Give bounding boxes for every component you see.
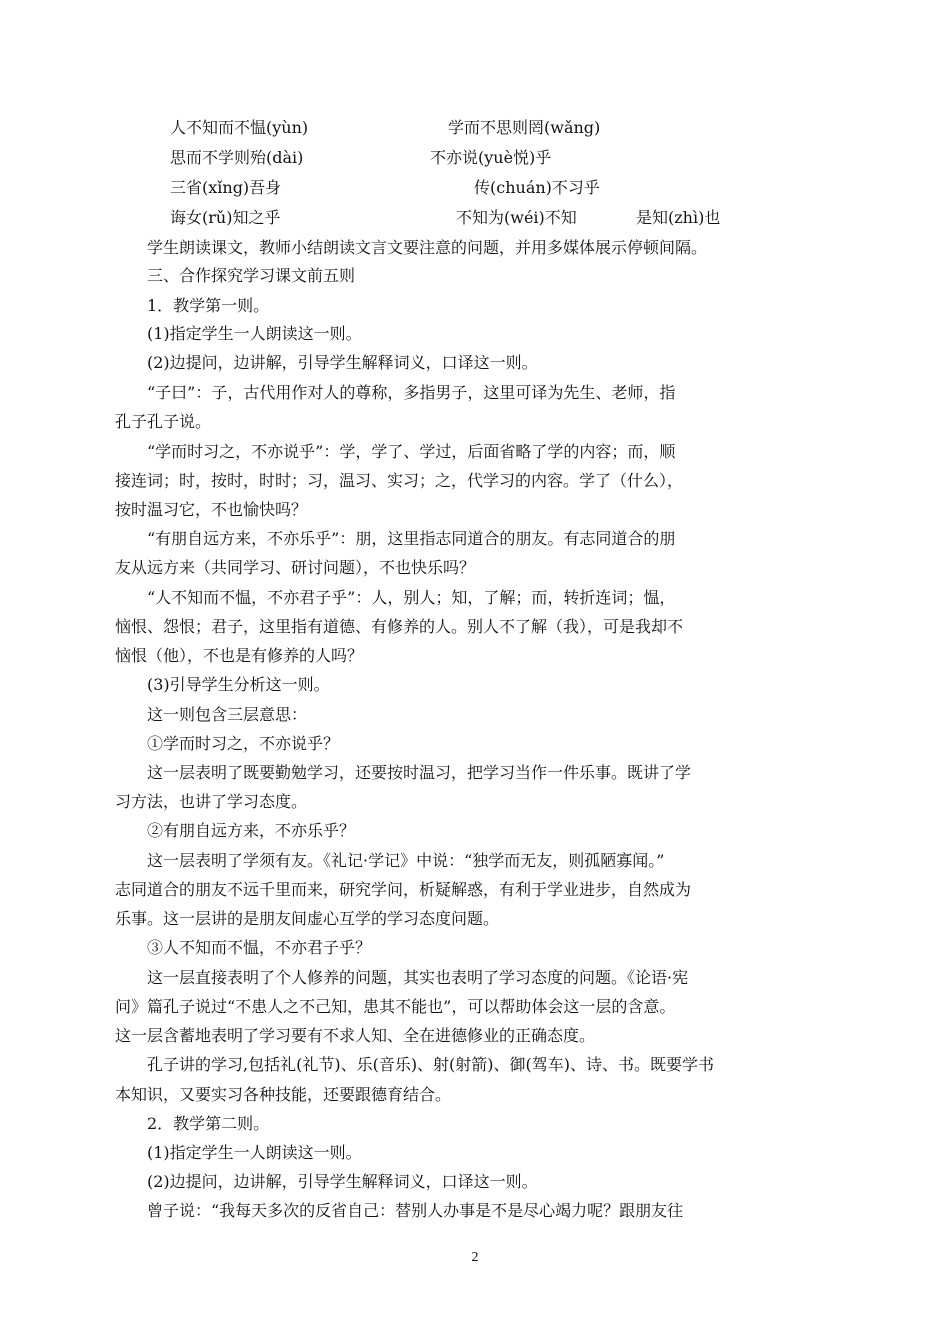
vocab-item: 不亦说(yuè悦)乎	[430, 148, 552, 167]
vocab-row	[0, 148, 740, 168]
paragraph-line: 恼恨、怨恨；君子，这里指有道德、有修养的人。别人不了解（我），可是我却不	[115, 617, 684, 636]
subsection-heading: 1．教学第一则。	[147, 296, 270, 315]
paragraph-line: “人不知而不愠，不亦君子乎”：人，别人；知，了解；而，转折连词；愠，	[147, 588, 676, 607]
vocab-item: 学而不思则罔(wǎng)	[448, 118, 601, 137]
vocab-item: 不知为(wéi)不知	[456, 208, 577, 227]
paragraph-line: 这一层表明了既要勤勉学习，还要按时温习，把学习当作一件乐事。既讲了学	[147, 763, 692, 782]
vocab-item: 思而不学则殆(dài)	[170, 148, 304, 167]
paragraph-line: 孔子讲的学习,包括礼(礼节)、乐(音乐)、射(射箭)、御(驾车)、诗、书。既要学书	[147, 1055, 715, 1074]
paragraph-line: 问》篇孔子说过“不患人之不己知，患其不能也”，可以帮助体会这一层的含意。	[115, 997, 676, 1016]
paragraph-line: 这一层直接表明了个人修养的问题，其实也表明了学习态度的问题。《论语·宪	[147, 968, 689, 987]
vocab-item: 人不知而不愠(yùn)	[170, 118, 309, 137]
vocab-row	[0, 178, 740, 198]
paragraph-line: “子曰”：子，古代用作对人的尊称，多指男子，这里可译为先生、老师，指	[147, 383, 676, 402]
paragraph-line: “学而时习之，不亦说乎”：学，学了、学过，后面省略了学的内容；而，顺	[147, 442, 676, 461]
paragraph-line: “有朋自远方来，不亦乐乎”：朋，这里指志同道合的朋友。有志同道合的朋	[147, 529, 676, 548]
paragraph-line: (3)引导学生分析这一则。	[147, 675, 330, 694]
paragraph-line: 这一层含蓄地表明了学习要有不求人知、全在进德修业的正确态度。	[115, 1026, 596, 1045]
vocab-item: 三省(xǐng)吾身	[170, 178, 282, 197]
subsection-heading: 2．教学第二则。	[147, 1114, 270, 1133]
paragraph-line: 学生朗读课文，教师小结朗读文言文要注意的问题，并用多媒体展示停顿间隔。	[147, 238, 708, 257]
paragraph-line: 恼恨（他），不也是有修养的人吗？	[115, 646, 364, 665]
paragraph-line: 友从远方来（共同学习、研讨问题），不也快乐吗？	[115, 558, 476, 577]
paragraph-line: 按时温习它，不也愉快吗？	[115, 500, 308, 519]
paragraph-line: 习方法，也讲了学习态度。	[115, 792, 308, 811]
paragraph-line: ②有朋自远方来，不亦乐乎？	[147, 821, 356, 840]
page-number: 2	[471, 1250, 479, 1265]
paragraph-line: 乐事。这一层讲的是朋友间虚心互学的学习态度问题。	[115, 909, 500, 928]
paragraph-line: ①学而时习之，不亦说乎？	[147, 734, 340, 753]
paragraph-line: 孔子孔子说。	[115, 412, 212, 431]
paragraph-line: (1)指定学生一人朗读这一则。	[147, 1143, 362, 1162]
vocab-item: 传(chuán)不习乎	[474, 178, 600, 197]
paragraph-line: (2)边提问，边讲解，引导学生解释词义，口译这一则。	[147, 1172, 538, 1191]
paragraph-line: (1)指定学生一人朗读这一则。	[147, 324, 362, 343]
paragraph-line: 本知识，又要实习各种技能，还要跟德育结合。	[115, 1085, 452, 1104]
paragraph-line: 接连词；时，按时，时时；习，温习、实习；之，代学习的内容。学了（什么），	[115, 471, 684, 490]
vocab-block	[0, 0, 950, 240]
paragraph-line: 这一则包含三层意思：	[147, 705, 308, 724]
section-heading: 三、合作探究学习课文前五则	[147, 266, 356, 285]
paragraph-line: 这一层表明了学须有友。《礼记·学记》中说：“独学而无友，则孤陋寡闻。”	[147, 851, 665, 870]
vocab-item: 是知(zhì)也	[636, 208, 721, 227]
vocab-item: 诲女(rǔ)知之乎	[170, 208, 281, 227]
paragraph-line: 志同道合的朋友不远千里而来，研究学问，析疑解惑，有利于学业进步，自然成为	[115, 880, 692, 899]
paragraph-line: ③人不知而不愠，不亦君子乎？	[147, 938, 372, 957]
paragraph-line: (2)边提问，边讲解，引导学生解释词义，口译这一则。	[147, 353, 538, 372]
vocab-row	[0, 118, 740, 138]
vocab-row	[0, 208, 740, 228]
paragraph-line: 曾子说：“我每天多次的反省自己：替别人办事是不是尽心竭力呢？跟朋友往	[147, 1201, 684, 1220]
